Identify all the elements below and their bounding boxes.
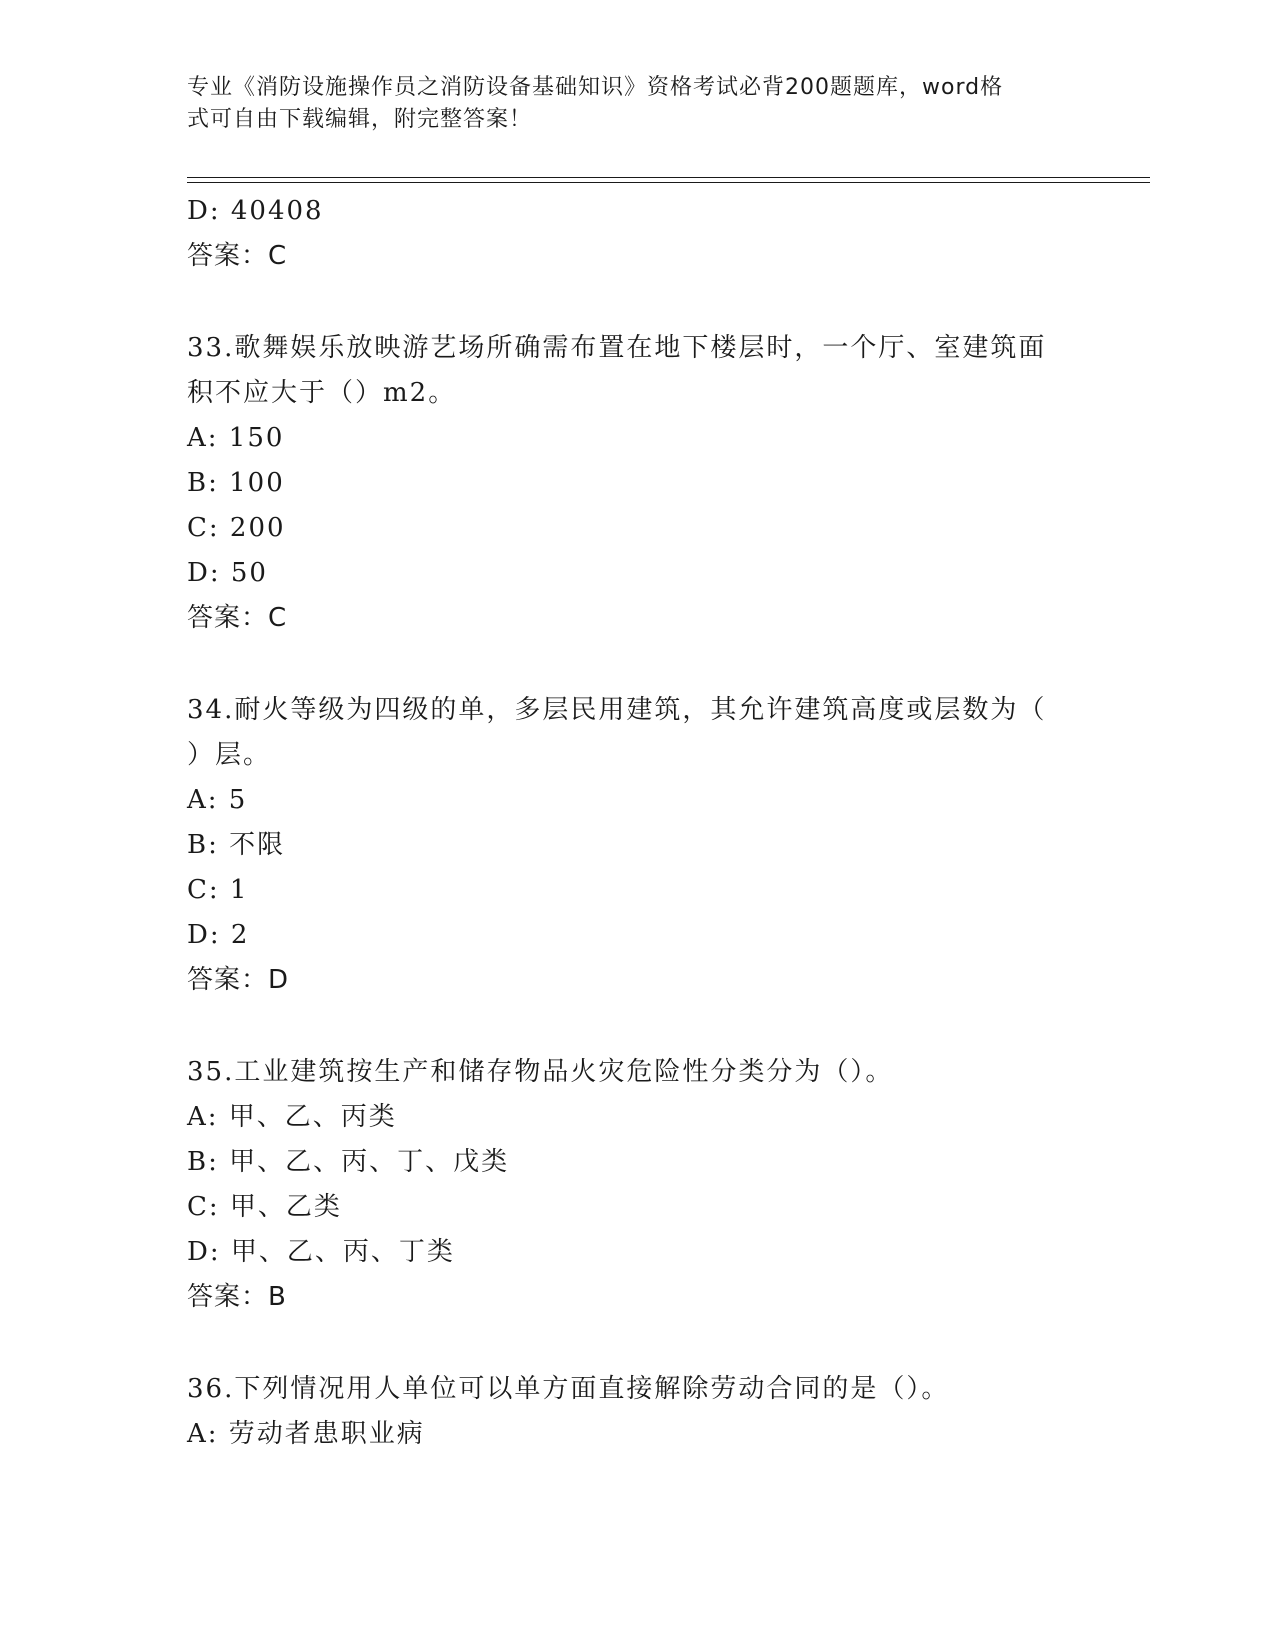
option-d: D: 甲、乙、丙、丁类 — [187, 1237, 455, 1267]
answer-line: 答案：C — [187, 241, 288, 271]
header-rule-top — [187, 177, 1150, 178]
option-a: A: 甲、乙、丙类 — [187, 1102, 397, 1132]
header-rule-bottom — [187, 182, 1150, 183]
question-stem: 33.歌舞娱乐放映游艺场所确需布置在地下楼层时，一个厅、室建筑面 — [187, 333, 1047, 363]
question-stem: 34.耐火等级为四级的单，多层民用建筑，其允许建筑高度或层数为（ — [187, 695, 1047, 725]
option-a: A: 劳动者患职业病 — [187, 1419, 425, 1449]
question-stem: ）层。 — [187, 740, 272, 770]
question-35 — [187, 1050, 1087, 1320]
answer-line: 答案：D — [187, 965, 290, 995]
option-a: A: 5 — [187, 785, 248, 815]
header-line-1: 专业《消防设施操作员之消防设备基础知识》资格考试必背200题题库，word格 — [187, 75, 1004, 100]
answer-line: 答案：B — [187, 1282, 287, 1312]
question-33 — [187, 326, 1087, 641]
header-line-2: 式可自由下载编辑，附完整答案！ — [187, 107, 533, 132]
option-c: C: 200 — [187, 513, 286, 543]
option-b: B: 100 — [187, 468, 285, 498]
question-34 — [187, 688, 1087, 1003]
option-c: C: 甲、乙类 — [187, 1192, 342, 1222]
option-b: B: 甲、乙、丙、丁、戊类 — [187, 1147, 510, 1177]
option-c: C: 1 — [187, 875, 249, 905]
question-stem: 积不应大于（）m2。 — [187, 378, 457, 408]
option-a: A: 150 — [187, 423, 285, 453]
page-header — [187, 72, 1067, 136]
question-list — [187, 189, 1087, 1457]
option-d: D: 40408 — [187, 196, 324, 226]
answer-line: 答案：C — [187, 603, 288, 633]
option-d: D: 50 — [187, 558, 268, 588]
option-d: D: 2 — [187, 920, 250, 950]
question-36 — [187, 1367, 1087, 1457]
question-stem: 35.工业建筑按生产和储存物品火灾危险性分类分为（）。 — [187, 1057, 894, 1087]
option-b: B: 不限 — [187, 830, 286, 860]
question-stem: 36.下列情况用人单位可以单方面直接解除劳动合同的是（）。 — [187, 1374, 950, 1404]
